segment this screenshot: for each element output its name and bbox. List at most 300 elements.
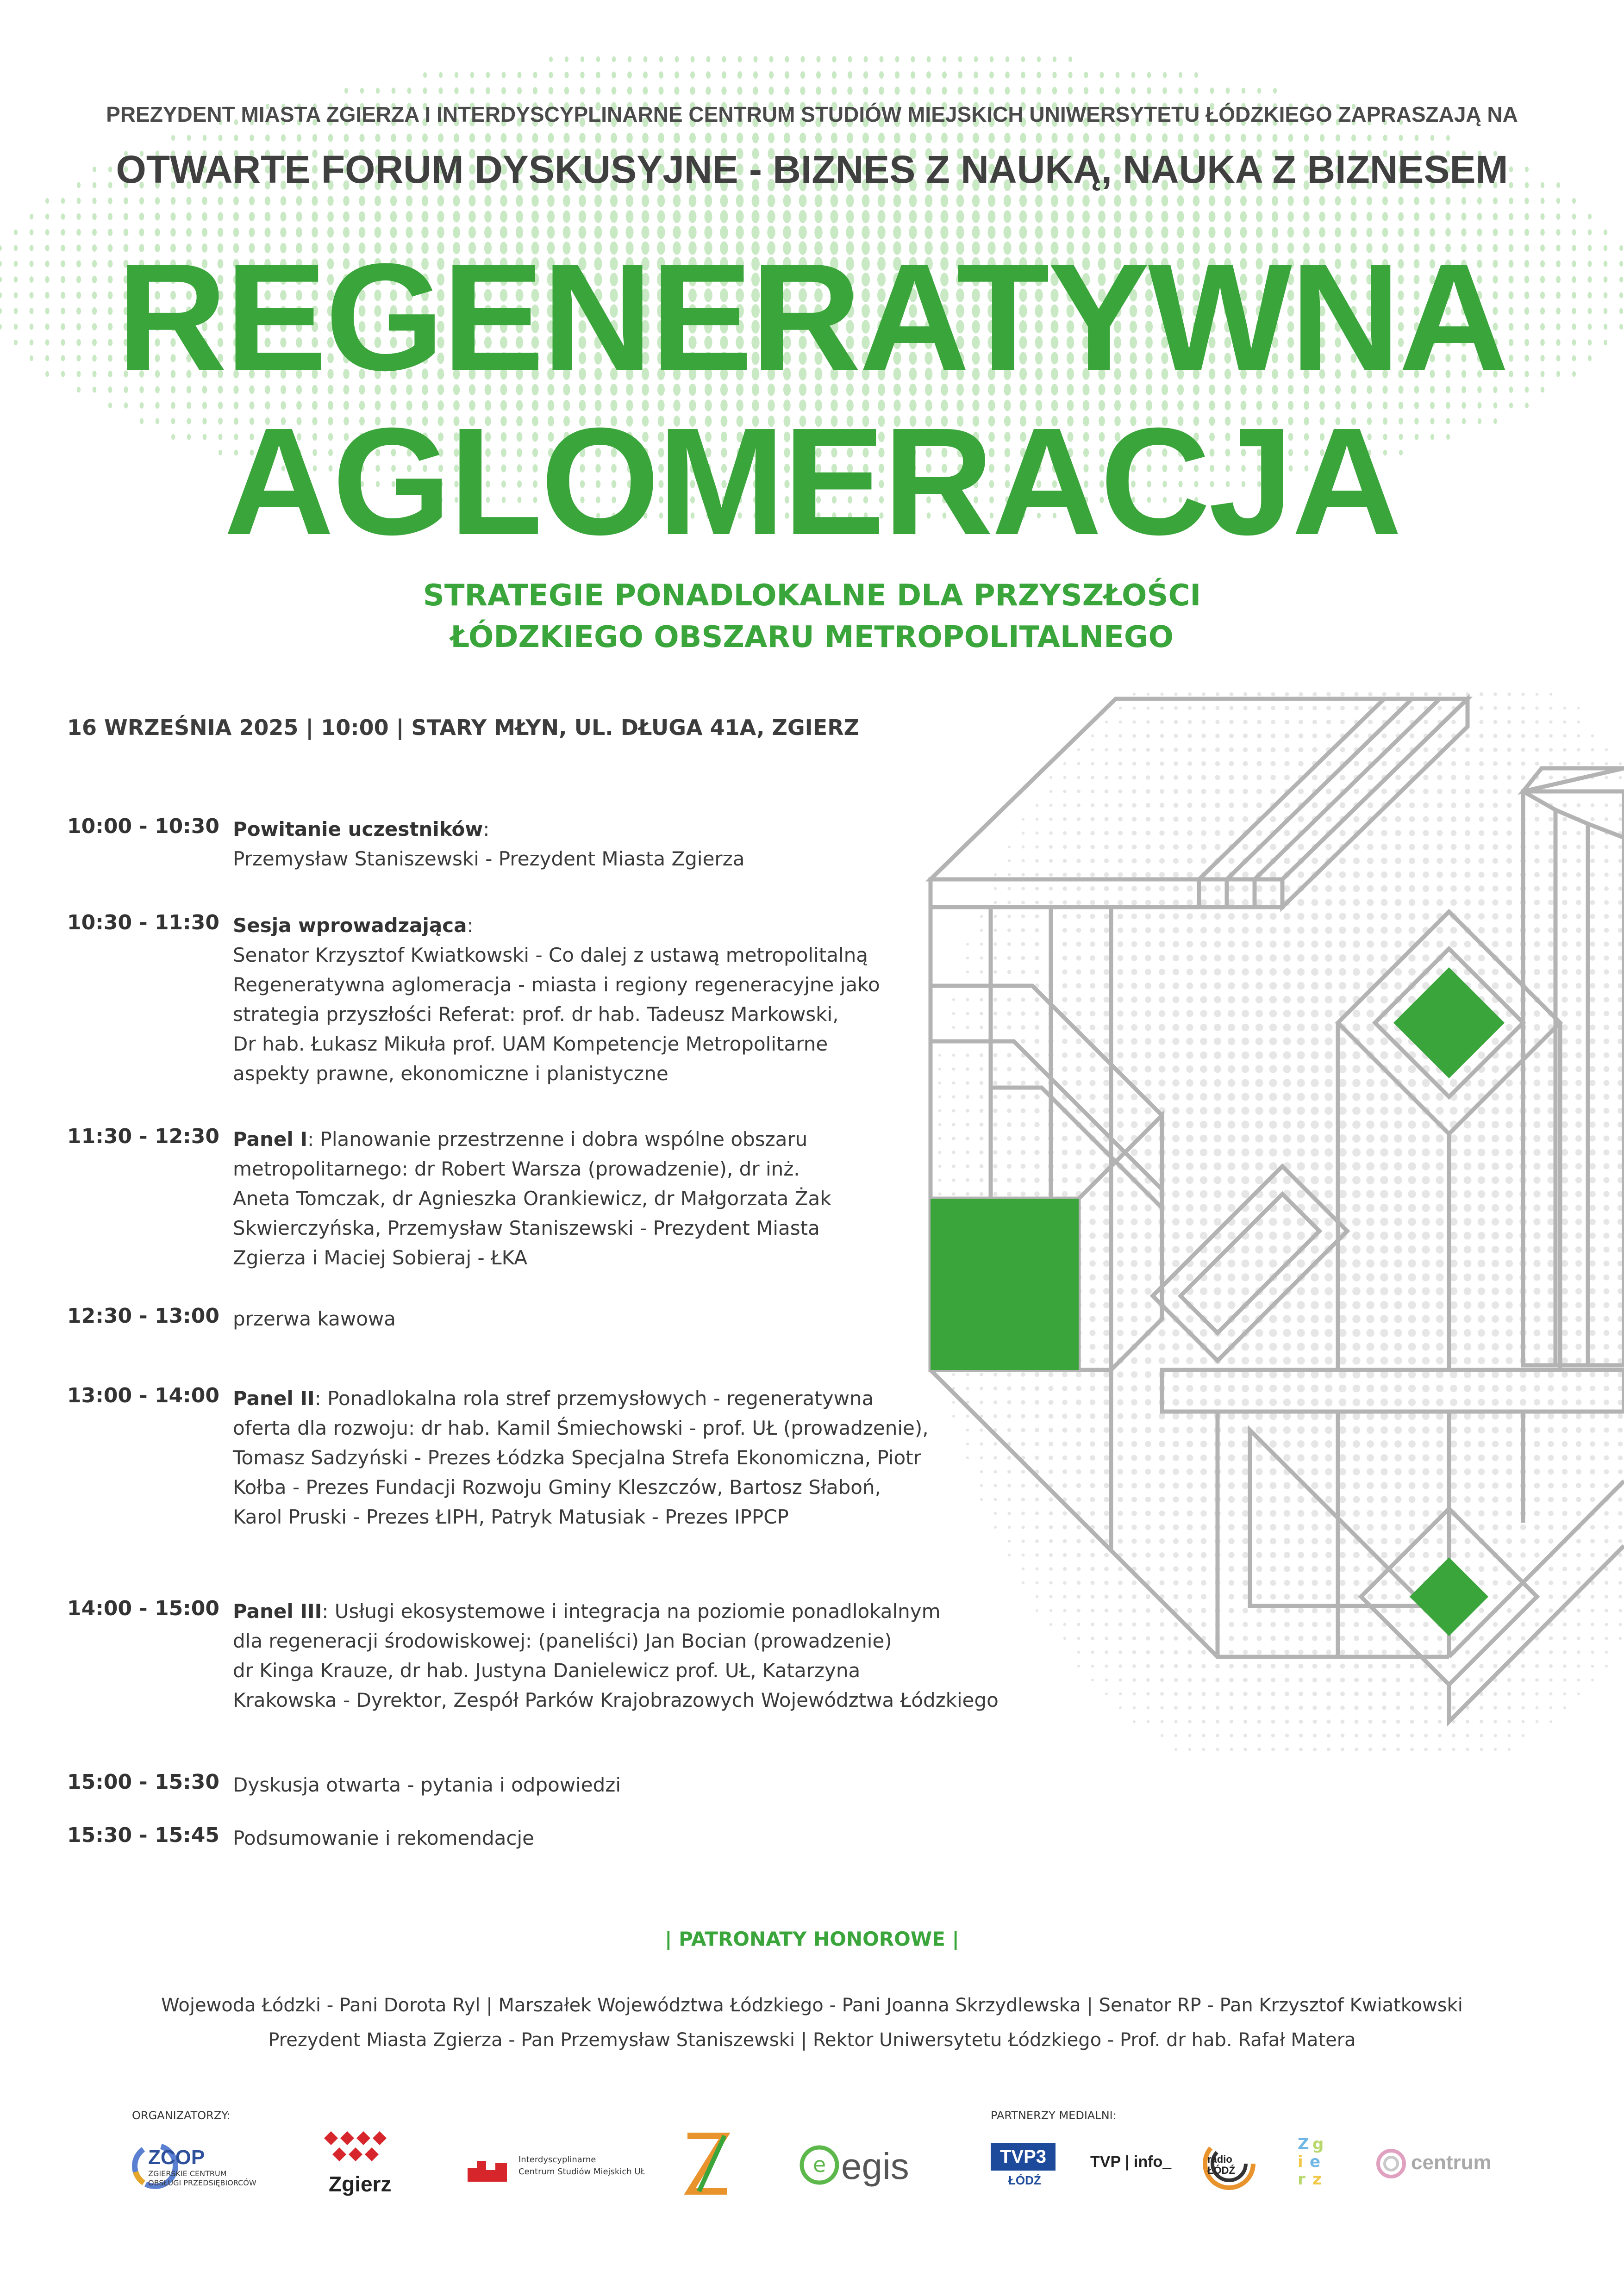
dot bbox=[721, 87, 726, 95]
dot bbox=[1367, 212, 1373, 221]
dot bbox=[1462, 212, 1467, 220]
dot bbox=[910, 133, 916, 143]
dot bbox=[721, 133, 727, 143]
dot bbox=[1052, 72, 1056, 78]
dot bbox=[486, 87, 490, 94]
dot bbox=[1319, 212, 1325, 222]
dot bbox=[281, 196, 287, 205]
dot bbox=[689, 210, 697, 223]
dot bbox=[768, 87, 774, 95]
dot bbox=[738, 56, 742, 62]
dot bbox=[392, 87, 396, 93]
dot bbox=[296, 212, 302, 221]
dot bbox=[941, 133, 948, 143]
dot bbox=[1224, 211, 1231, 222]
dot bbox=[1382, 212, 1388, 221]
dot bbox=[344, 88, 348, 93]
dot bbox=[360, 88, 364, 94]
dot bbox=[1415, 135, 1419, 141]
dot bbox=[1019, 195, 1027, 207]
dot bbox=[77, 198, 81, 204]
dot bbox=[61, 198, 65, 204]
dot bbox=[673, 194, 681, 207]
dot bbox=[1509, 198, 1513, 205]
dot bbox=[831, 132, 837, 143]
dot bbox=[407, 87, 412, 94]
dot bbox=[454, 133, 459, 143]
dot bbox=[1004, 133, 1011, 143]
dot bbox=[124, 213, 128, 220]
dot bbox=[626, 195, 633, 207]
dot bbox=[628, 56, 632, 62]
dot bbox=[233, 212, 239, 221]
dot bbox=[1161, 211, 1168, 222]
dot bbox=[564, 72, 568, 78]
dot bbox=[297, 134, 301, 142]
dot bbox=[454, 87, 458, 94]
dot bbox=[596, 56, 600, 62]
dot bbox=[942, 71, 947, 79]
dot bbox=[911, 56, 915, 62]
dot bbox=[642, 133, 649, 143]
dot bbox=[422, 133, 428, 142]
dot bbox=[594, 195, 602, 207]
dot bbox=[1068, 87, 1073, 94]
dot bbox=[1131, 133, 1137, 143]
dot bbox=[1398, 197, 1404, 205]
dot bbox=[1540, 229, 1545, 236]
dot bbox=[1588, 229, 1592, 235]
dot bbox=[1067, 195, 1074, 207]
dot bbox=[249, 196, 255, 205]
dot bbox=[1147, 72, 1151, 78]
dot bbox=[814, 210, 822, 223]
dot bbox=[689, 194, 697, 207]
dot bbox=[533, 72, 537, 78]
dot bbox=[281, 134, 286, 142]
dot bbox=[909, 194, 917, 207]
dot bbox=[549, 87, 553, 94]
dot bbox=[753, 71, 758, 79]
dot bbox=[1035, 210, 1043, 223]
dot bbox=[139, 213, 144, 221]
dot bbox=[848, 71, 852, 79]
dot bbox=[1367, 135, 1372, 142]
dot bbox=[1147, 87, 1151, 94]
dot bbox=[1131, 72, 1136, 78]
dot bbox=[706, 71, 711, 79]
dot bbox=[1382, 197, 1388, 205]
dot bbox=[1241, 134, 1246, 142]
dot bbox=[1019, 210, 1027, 223]
dot bbox=[437, 211, 444, 223]
dot bbox=[769, 56, 773, 62]
dot bbox=[249, 212, 255, 221]
dot bbox=[484, 195, 491, 207]
dot bbox=[737, 87, 742, 95]
dot bbox=[92, 198, 96, 204]
dot bbox=[1082, 211, 1090, 223]
dot bbox=[1193, 195, 1200, 206]
dot bbox=[722, 56, 726, 62]
dot bbox=[610, 210, 618, 223]
dot bbox=[610, 195, 618, 207]
dot bbox=[894, 133, 900, 143]
dot bbox=[1524, 198, 1529, 204]
dot bbox=[1052, 87, 1057, 94]
dot bbox=[531, 211, 539, 223]
dot bbox=[1131, 87, 1136, 94]
dot bbox=[516, 195, 523, 206]
dot bbox=[328, 134, 333, 142]
dot bbox=[1414, 212, 1419, 221]
dot bbox=[973, 133, 979, 143]
dot bbox=[1098, 195, 1105, 206]
dot bbox=[501, 87, 506, 94]
dot bbox=[1162, 133, 1168, 143]
dot bbox=[76, 213, 81, 220]
dot bbox=[956, 210, 964, 223]
dot bbox=[1477, 213, 1482, 221]
dot bbox=[1556, 198, 1561, 204]
dot bbox=[800, 71, 805, 79]
dot bbox=[941, 210, 949, 223]
dot bbox=[1509, 213, 1513, 220]
dot bbox=[1037, 56, 1041, 62]
dot bbox=[1319, 196, 1325, 206]
dot bbox=[767, 210, 775, 223]
dot bbox=[1021, 56, 1025, 62]
dot bbox=[580, 87, 585, 95]
dot bbox=[1272, 212, 1278, 222]
dot bbox=[518, 72, 522, 78]
dot bbox=[1115, 87, 1120, 94]
dot bbox=[484, 211, 492, 223]
dot bbox=[799, 210, 806, 223]
dot bbox=[612, 87, 617, 95]
dot bbox=[1226, 87, 1230, 93]
dot bbox=[642, 195, 649, 207]
dot bbox=[1005, 71, 1010, 78]
dot bbox=[1163, 72, 1167, 78]
dot bbox=[1179, 72, 1182, 78]
dot bbox=[234, 135, 238, 141]
dot bbox=[895, 71, 899, 79]
dot bbox=[957, 87, 962, 94]
dot bbox=[1006, 56, 1009, 62]
dot bbox=[942, 87, 947, 95]
dot bbox=[1099, 87, 1104, 94]
dot bbox=[1177, 211, 1184, 223]
dot bbox=[989, 87, 994, 94]
dot bbox=[800, 132, 806, 143]
dot bbox=[705, 133, 712, 143]
dot bbox=[1083, 133, 1089, 143]
dot bbox=[753, 56, 757, 62]
dot bbox=[250, 135, 254, 142]
dot bbox=[611, 133, 617, 143]
dot bbox=[1556, 229, 1560, 236]
dot bbox=[563, 211, 570, 223]
dot bbox=[1367, 196, 1372, 205]
dot bbox=[343, 196, 350, 206]
dot bbox=[878, 194, 886, 207]
dot bbox=[500, 195, 507, 206]
dot bbox=[832, 71, 837, 79]
dot bbox=[1351, 212, 1357, 222]
dot bbox=[1445, 212, 1450, 221]
dot bbox=[470, 87, 475, 94]
dot bbox=[218, 197, 223, 205]
dot bbox=[862, 194, 870, 207]
dot bbox=[1051, 133, 1057, 143]
dot bbox=[863, 56, 868, 62]
dot bbox=[1004, 195, 1011, 207]
dot bbox=[1068, 56, 1072, 62]
dot bbox=[1493, 197, 1498, 204]
dot bbox=[658, 133, 664, 143]
dot bbox=[658, 87, 663, 94]
dot bbox=[580, 72, 584, 79]
dot bbox=[186, 197, 191, 205]
dot bbox=[989, 71, 994, 78]
dot bbox=[926, 71, 931, 79]
dot bbox=[879, 87, 884, 95]
dot bbox=[438, 133, 443, 142]
dot bbox=[1194, 87, 1198, 94]
dot bbox=[706, 87, 711, 95]
dot bbox=[203, 135, 207, 141]
dot bbox=[1398, 212, 1404, 221]
dot bbox=[800, 87, 805, 95]
dot bbox=[437, 195, 444, 206]
dot bbox=[1146, 133, 1152, 143]
dot bbox=[375, 134, 380, 142]
dot bbox=[769, 71, 774, 79]
dot bbox=[1210, 87, 1214, 94]
dot bbox=[925, 133, 932, 143]
dot bbox=[61, 229, 65, 236]
dot bbox=[45, 229, 50, 236]
dot bbox=[595, 133, 601, 143]
dot bbox=[1240, 211, 1247, 222]
dot bbox=[1224, 195, 1231, 206]
dot bbox=[972, 210, 980, 223]
dot bbox=[988, 133, 995, 143]
dot bbox=[974, 87, 979, 94]
dot bbox=[1084, 72, 1088, 78]
dot bbox=[170, 212, 175, 221]
dot bbox=[1194, 72, 1198, 78]
dot bbox=[800, 56, 805, 62]
dot bbox=[958, 56, 962, 62]
dot bbox=[909, 210, 917, 223]
dot bbox=[768, 194, 775, 207]
dot bbox=[1556, 213, 1561, 220]
dot bbox=[815, 194, 823, 207]
dot bbox=[453, 195, 460, 206]
dot bbox=[847, 87, 852, 95]
dot bbox=[375, 211, 381, 222]
dot bbox=[531, 195, 539, 207]
dot bbox=[1524, 213, 1529, 220]
dot bbox=[784, 87, 789, 95]
dot bbox=[565, 56, 568, 62]
dot bbox=[1209, 134, 1215, 143]
dot bbox=[1209, 211, 1216, 222]
dot bbox=[893, 210, 901, 223]
dot bbox=[469, 133, 475, 143]
dot bbox=[751, 210, 759, 223]
dot bbox=[359, 134, 364, 142]
dot bbox=[579, 133, 585, 143]
dot bbox=[30, 230, 34, 236]
dot bbox=[1178, 133, 1183, 142]
dot bbox=[422, 195, 429, 206]
dot bbox=[1256, 134, 1262, 142]
dot bbox=[659, 56, 663, 62]
dot bbox=[1021, 87, 1026, 95]
dot bbox=[1430, 212, 1435, 221]
dot bbox=[736, 194, 744, 207]
dot bbox=[895, 56, 899, 62]
dot bbox=[737, 71, 742, 79]
dot bbox=[643, 56, 648, 62]
dot bbox=[171, 135, 175, 141]
dot bbox=[768, 132, 775, 143]
dot bbox=[579, 210, 586, 223]
dot bbox=[879, 71, 884, 79]
dot bbox=[108, 213, 112, 220]
dot bbox=[406, 211, 413, 222]
dot bbox=[862, 132, 869, 143]
dot bbox=[894, 87, 899, 95]
dot bbox=[500, 211, 507, 223]
dot bbox=[816, 71, 821, 79]
dot bbox=[517, 133, 523, 143]
dot bbox=[1084, 87, 1088, 94]
dot bbox=[517, 87, 522, 94]
dot bbox=[988, 210, 996, 223]
dot bbox=[76, 229, 81, 236]
dot bbox=[30, 214, 33, 219]
dot bbox=[108, 229, 112, 236]
dot bbox=[406, 134, 412, 143]
dot bbox=[972, 195, 980, 207]
dot bbox=[1036, 133, 1042, 143]
dot bbox=[455, 72, 458, 78]
dot bbox=[722, 71, 726, 79]
dot bbox=[202, 197, 207, 205]
dot bbox=[1399, 135, 1403, 141]
dot bbox=[343, 212, 350, 222]
dot bbox=[831, 194, 838, 207]
dot bbox=[1272, 196, 1278, 206]
dot bbox=[1572, 229, 1576, 236]
dot bbox=[1209, 195, 1215, 206]
dot bbox=[1414, 197, 1419, 205]
dot bbox=[830, 210, 838, 223]
dot bbox=[627, 87, 632, 94]
dot bbox=[596, 72, 600, 79]
dot bbox=[627, 71, 632, 78]
dot bbox=[596, 87, 601, 95]
dot bbox=[265, 134, 270, 141]
dot bbox=[1493, 213, 1498, 220]
dot bbox=[155, 212, 160, 220]
dot bbox=[1256, 196, 1262, 206]
dot bbox=[1037, 87, 1042, 95]
dot bbox=[45, 214, 50, 220]
dot bbox=[675, 71, 679, 79]
dot bbox=[1336, 134, 1340, 142]
dot bbox=[673, 210, 681, 223]
dot bbox=[956, 194, 964, 207]
dot bbox=[657, 194, 665, 207]
dot bbox=[218, 135, 222, 141]
dot bbox=[547, 211, 555, 223]
dot bbox=[1351, 196, 1356, 205]
dot bbox=[1068, 72, 1072, 78]
dot bbox=[594, 210, 602, 223]
dot bbox=[863, 71, 868, 79]
dot bbox=[925, 210, 933, 223]
dot bbox=[406, 195, 412, 206]
dot bbox=[1067, 133, 1073, 143]
dot bbox=[1320, 134, 1324, 142]
dot bbox=[439, 72, 443, 78]
dot bbox=[1287, 212, 1294, 222]
dot bbox=[1051, 195, 1058, 207]
dot bbox=[674, 87, 679, 95]
dot bbox=[233, 197, 239, 205]
dot bbox=[108, 198, 112, 205]
dot bbox=[218, 212, 223, 221]
dot bbox=[974, 71, 978, 78]
dot bbox=[1053, 56, 1056, 62]
dot bbox=[470, 72, 475, 78]
dot bbox=[783, 194, 791, 207]
dot bbox=[186, 212, 191, 221]
dot bbox=[1524, 229, 1529, 236]
dot bbox=[563, 133, 569, 143]
dot bbox=[815, 132, 822, 143]
dot bbox=[1020, 133, 1026, 143]
dot bbox=[1540, 213, 1544, 220]
dot bbox=[974, 56, 978, 62]
dot bbox=[1273, 88, 1277, 93]
dot bbox=[846, 194, 854, 207]
dot bbox=[502, 72, 506, 78]
dot bbox=[862, 210, 869, 223]
dot bbox=[877, 210, 885, 223]
dot bbox=[187, 135, 191, 141]
dot bbox=[1099, 72, 1104, 78]
dot bbox=[848, 56, 852, 62]
dot bbox=[926, 87, 931, 95]
dot bbox=[957, 133, 963, 143]
dot bbox=[988, 195, 995, 207]
dot bbox=[1383, 135, 1387, 141]
dot bbox=[911, 71, 915, 79]
dot bbox=[1099, 133, 1105, 143]
dot bbox=[533, 87, 537, 94]
dot bbox=[941, 194, 948, 207]
dot bbox=[1162, 195, 1168, 206]
dot bbox=[1351, 134, 1356, 141]
dot bbox=[61, 213, 65, 220]
dot bbox=[706, 56, 711, 62]
